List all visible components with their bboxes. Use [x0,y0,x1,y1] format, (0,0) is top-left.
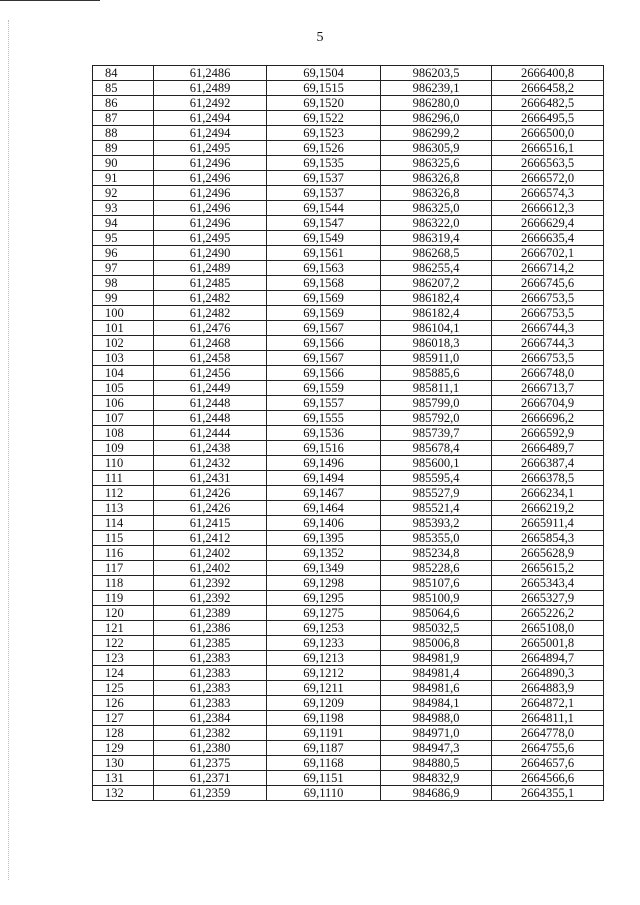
table-row [93,666,604,681]
longitude-cell: 69,1559 [267,381,381,396]
table-row [93,336,604,351]
longitude-cell: 69,1516 [267,441,381,456]
latitude-cell: 61,2482 [154,291,267,306]
point-number-cell: 88 [93,126,154,141]
y-coordinate-cell: 2666714,2 [492,261,604,276]
x-coordinate-cell: 985799,0 [381,396,492,411]
y-coordinate-cell: 2665226,2 [492,606,604,621]
latitude-cell: 61,2392 [154,576,267,591]
x-coordinate-cell: 985355,0 [381,531,492,546]
x-coordinate-cell: 986326,8 [381,186,492,201]
point-number-cell: 126 [93,696,154,711]
x-coordinate-cell: 985234,8 [381,546,492,561]
point-number-cell: 102 [93,336,154,351]
latitude-cell: 61,2492 [154,96,267,111]
y-coordinate-cell: 2666753,5 [492,351,604,366]
table-row [93,366,604,381]
longitude-cell: 69,1535 [267,156,381,171]
point-number-cell: 115 [93,531,154,546]
table-row [93,561,604,576]
point-number-cell: 89 [93,141,154,156]
table-row [93,456,604,471]
longitude-cell: 69,1233 [267,636,381,651]
table-row [93,651,604,666]
point-number-cell: 121 [93,621,154,636]
latitude-cell: 61,2490 [154,246,267,261]
latitude-cell: 61,2383 [154,696,267,711]
x-coordinate-cell: 986296,0 [381,111,492,126]
latitude-cell: 61,2468 [154,336,267,351]
point-number-cell: 109 [93,441,154,456]
y-coordinate-cell: 2665343,4 [492,576,604,591]
y-coordinate-cell: 2666748,0 [492,366,604,381]
longitude-cell: 69,1567 [267,321,381,336]
x-coordinate-cell: 985811,1 [381,381,492,396]
y-coordinate-cell: 2666744,3 [492,321,604,336]
y-coordinate-cell: 2665615,2 [492,561,604,576]
y-coordinate-cell: 2664883,9 [492,681,604,696]
point-number-cell: 118 [93,576,154,591]
point-number-cell: 119 [93,591,154,606]
longitude-cell: 69,1522 [267,111,381,126]
table-row [93,81,604,96]
x-coordinate-cell: 985228,6 [381,561,492,576]
point-number-cell: 116 [93,546,154,561]
latitude-cell: 61,2496 [154,156,267,171]
latitude-cell: 61,2496 [154,186,267,201]
point-number-cell: 128 [93,726,154,741]
y-coordinate-cell: 2666400,8 [492,66,604,81]
x-coordinate-cell: 986207,2 [381,276,492,291]
x-coordinate-cell: 985521,4 [381,501,492,516]
x-coordinate-cell: 986299,2 [381,126,492,141]
table-row [93,231,604,246]
point-number-cell: 112 [93,486,154,501]
y-coordinate-cell: 2666704,9 [492,396,604,411]
latitude-cell: 61,2476 [154,321,267,336]
longitude-cell: 69,1295 [267,591,381,606]
longitude-cell: 69,1523 [267,126,381,141]
x-coordinate-cell: 985678,4 [381,441,492,456]
point-number-cell: 111 [93,471,154,486]
point-number-cell: 85 [93,81,154,96]
point-number-cell: 101 [93,321,154,336]
y-coordinate-cell: 2665628,9 [492,546,604,561]
table-row [93,246,604,261]
longitude-cell: 69,1187 [267,741,381,756]
latitude-cell: 61,2431 [154,471,267,486]
table-row [93,696,604,711]
table-row [93,186,604,201]
longitude-cell: 69,1555 [267,411,381,426]
longitude-cell: 69,1191 [267,726,381,741]
x-coordinate-cell: 984981,9 [381,651,492,666]
longitude-cell: 69,1544 [267,201,381,216]
longitude-cell: 69,1211 [267,681,381,696]
table-row [93,111,604,126]
longitude-cell: 69,1213 [267,651,381,666]
y-coordinate-cell: 2666629,4 [492,216,604,231]
y-coordinate-cell: 2666489,7 [492,441,604,456]
point-number-cell: 131 [93,771,154,786]
longitude-cell: 69,1537 [267,186,381,201]
point-number-cell: 106 [93,396,154,411]
x-coordinate-cell: 984880,5 [381,756,492,771]
latitude-cell: 61,2496 [154,201,267,216]
y-coordinate-cell: 2666495,5 [492,111,604,126]
table-row [93,171,604,186]
y-coordinate-cell: 2666745,6 [492,276,604,291]
x-coordinate-cell: 985100,9 [381,591,492,606]
x-coordinate-cell: 984971,0 [381,726,492,741]
x-coordinate-cell: 985595,4 [381,471,492,486]
x-coordinate-cell: 984832,9 [381,771,492,786]
x-coordinate-cell: 986255,4 [381,261,492,276]
table-row [93,591,604,606]
latitude-cell: 61,2415 [154,516,267,531]
y-coordinate-cell: 2664755,6 [492,741,604,756]
point-number-cell: 124 [93,666,154,681]
y-coordinate-cell: 2666563,5 [492,156,604,171]
latitude-cell: 61,2448 [154,411,267,426]
longitude-cell: 69,1537 [267,171,381,186]
x-coordinate-cell: 986319,4 [381,231,492,246]
longitude-cell: 69,1566 [267,366,381,381]
longitude-cell: 69,1467 [267,486,381,501]
table-row [93,396,604,411]
y-coordinate-cell: 2665854,3 [492,531,604,546]
latitude-cell: 61,2449 [154,381,267,396]
point-number-cell: 97 [93,261,154,276]
point-number-cell: 110 [93,456,154,471]
point-number-cell: 91 [93,171,154,186]
longitude-cell: 69,1520 [267,96,381,111]
y-coordinate-cell: 2666219,2 [492,501,604,516]
table-row [93,516,604,531]
latitude-cell: 61,2380 [154,741,267,756]
y-coordinate-cell: 2666744,3 [492,336,604,351]
longitude-cell: 69,1212 [267,666,381,681]
y-coordinate-cell: 2665108,0 [492,621,604,636]
point-number-cell: 129 [93,741,154,756]
point-number-cell: 98 [93,276,154,291]
point-number-cell: 130 [93,756,154,771]
point-number-cell: 127 [93,711,154,726]
table-row [93,141,604,156]
latitude-cell: 61,2482 [154,306,267,321]
point-number-cell: 122 [93,636,154,651]
latitude-cell: 61,2426 [154,501,267,516]
x-coordinate-cell: 985393,2 [381,516,492,531]
table-row [93,441,604,456]
point-number-cell: 113 [93,501,154,516]
longitude-cell: 69,1275 [267,606,381,621]
y-coordinate-cell: 2666753,5 [492,291,604,306]
y-coordinate-cell: 2666387,4 [492,456,604,471]
latitude-cell: 61,2383 [154,681,267,696]
latitude-cell: 61,2496 [154,171,267,186]
table-row [93,156,604,171]
y-coordinate-cell: 2666516,1 [492,141,604,156]
table-row [93,321,604,336]
y-coordinate-cell: 2664778,0 [492,726,604,741]
latitude-cell: 61,2456 [154,366,267,381]
latitude-cell: 61,2385 [154,636,267,651]
y-coordinate-cell: 2666612,3 [492,201,604,216]
y-coordinate-cell: 2666378,5 [492,471,604,486]
latitude-cell: 61,2495 [154,141,267,156]
latitude-cell: 61,2495 [154,231,267,246]
x-coordinate-cell: 985600,1 [381,456,492,471]
longitude-cell: 69,1566 [267,336,381,351]
table-row [93,546,604,561]
latitude-cell: 61,2359 [154,786,267,801]
latitude-cell: 61,2444 [154,426,267,441]
point-number-cell: 123 [93,651,154,666]
x-coordinate-cell: 985911,0 [381,351,492,366]
point-number-cell: 117 [93,561,154,576]
x-coordinate-cell: 985739,7 [381,426,492,441]
x-coordinate-cell: 984981,6 [381,681,492,696]
longitude-cell: 69,1536 [267,426,381,441]
table-row [93,96,604,111]
x-coordinate-cell: 985527,9 [381,486,492,501]
binding-margin-line [8,20,9,880]
point-number-cell: 100 [93,306,154,321]
longitude-cell: 69,1253 [267,621,381,636]
y-coordinate-cell: 2664657,6 [492,756,604,771]
latitude-cell: 61,2402 [154,561,267,576]
latitude-cell: 61,2489 [154,261,267,276]
longitude-cell: 69,1547 [267,216,381,231]
table-row [93,786,604,801]
x-coordinate-cell: 985064,6 [381,606,492,621]
latitude-cell: 61,2438 [154,441,267,456]
point-number-cell: 96 [93,246,154,261]
table-row [93,66,604,81]
table-row [93,621,604,636]
table-row [93,606,604,621]
longitude-cell: 69,1110 [267,786,381,801]
longitude-cell: 69,1395 [267,531,381,546]
table-row [93,471,604,486]
x-coordinate-cell: 985032,5 [381,621,492,636]
point-number-cell: 99 [93,291,154,306]
point-number-cell: 87 [93,111,154,126]
point-number-cell: 105 [93,381,154,396]
point-number-cell: 120 [93,606,154,621]
longitude-cell: 69,1352 [267,546,381,561]
coordinates-table [92,65,604,801]
longitude-cell: 69,1569 [267,306,381,321]
x-coordinate-cell: 986268,5 [381,246,492,261]
latitude-cell: 61,2375 [154,756,267,771]
point-number-cell: 90 [93,156,154,171]
point-number-cell: 104 [93,366,154,381]
longitude-cell: 69,1561 [267,246,381,261]
x-coordinate-cell: 986325,6 [381,156,492,171]
longitude-cell: 69,1504 [267,66,381,81]
x-coordinate-cell: 984947,3 [381,741,492,756]
table-row [93,576,604,591]
longitude-cell: 69,1557 [267,396,381,411]
longitude-cell: 69,1569 [267,291,381,306]
y-coordinate-cell: 2666592,9 [492,426,604,441]
point-number-cell: 103 [93,351,154,366]
y-coordinate-cell: 2665911,4 [492,516,604,531]
point-number-cell: 84 [93,66,154,81]
x-coordinate-cell: 986305,9 [381,141,492,156]
table-row [93,636,604,651]
x-coordinate-cell: 986280,0 [381,96,492,111]
latitude-cell: 61,2485 [154,276,267,291]
y-coordinate-cell: 2665001,8 [492,636,604,651]
longitude-cell: 69,1568 [267,276,381,291]
y-coordinate-cell: 2664872,1 [492,696,604,711]
point-number-cell: 93 [93,201,154,216]
longitude-cell: 69,1526 [267,141,381,156]
longitude-cell: 69,1168 [267,756,381,771]
table-row [93,741,604,756]
table-row [93,261,604,276]
table-row [93,426,604,441]
latitude-cell: 61,2496 [154,216,267,231]
coordinates-table-body [93,66,604,801]
y-coordinate-cell: 2664811,1 [492,711,604,726]
latitude-cell: 61,2383 [154,651,267,666]
y-coordinate-cell: 2666500,0 [492,126,604,141]
latitude-cell: 61,2386 [154,621,267,636]
table-row [93,756,604,771]
point-number-cell: 132 [93,786,154,801]
latitude-cell: 61,2371 [154,771,267,786]
latitude-cell: 61,2426 [154,486,267,501]
point-number-cell: 95 [93,231,154,246]
table-row [93,291,604,306]
longitude-cell: 69,1563 [267,261,381,276]
x-coordinate-cell: 986326,8 [381,171,492,186]
longitude-cell: 69,1515 [267,81,381,96]
latitude-cell: 61,2389 [154,606,267,621]
x-coordinate-cell: 986322,0 [381,216,492,231]
x-coordinate-cell: 984984,1 [381,696,492,711]
table-row [93,681,604,696]
y-coordinate-cell: 2666458,2 [492,81,604,96]
table-row [93,771,604,786]
y-coordinate-cell: 2664894,7 [492,651,604,666]
table-row [93,306,604,321]
table-row [93,351,604,366]
x-coordinate-cell: 986325,0 [381,201,492,216]
longitude-cell: 69,1198 [267,711,381,726]
latitude-cell: 61,2458 [154,351,267,366]
y-coordinate-cell: 2666696,2 [492,411,604,426]
y-coordinate-cell: 2664355,1 [492,786,604,801]
table-row [93,381,604,396]
y-coordinate-cell: 2664890,3 [492,666,604,681]
point-number-cell: 86 [93,96,154,111]
x-coordinate-cell: 986182,4 [381,306,492,321]
point-number-cell: 114 [93,516,154,531]
latitude-cell: 61,2382 [154,726,267,741]
x-coordinate-cell: 985792,0 [381,411,492,426]
top-rule [0,0,100,1]
x-coordinate-cell: 985107,6 [381,576,492,591]
latitude-cell: 61,2384 [154,711,267,726]
x-coordinate-cell: 986239,1 [381,81,492,96]
table-row [93,411,604,426]
table-row [93,201,604,216]
longitude-cell: 69,1549 [267,231,381,246]
latitude-cell: 61,2494 [154,126,267,141]
table-row [93,126,604,141]
x-coordinate-cell: 984981,4 [381,666,492,681]
y-coordinate-cell: 2666753,5 [492,306,604,321]
y-coordinate-cell: 2666482,5 [492,96,604,111]
x-coordinate-cell: 986104,1 [381,321,492,336]
latitude-cell: 61,2402 [154,546,267,561]
latitude-cell: 61,2486 [154,66,267,81]
latitude-cell: 61,2448 [154,396,267,411]
y-coordinate-cell: 2666234,1 [492,486,604,501]
point-number-cell: 125 [93,681,154,696]
latitude-cell: 61,2412 [154,531,267,546]
longitude-cell: 69,1209 [267,696,381,711]
x-coordinate-cell: 986203,5 [381,66,492,81]
x-coordinate-cell: 986182,4 [381,291,492,306]
latitude-cell: 61,2432 [154,456,267,471]
point-number-cell: 94 [93,216,154,231]
y-coordinate-cell: 2666574,3 [492,186,604,201]
y-coordinate-cell: 2666713,7 [492,381,604,396]
page-number: 5 [316,30,324,45]
x-coordinate-cell: 986018,3 [381,336,492,351]
x-coordinate-cell: 985006,8 [381,636,492,651]
y-coordinate-cell: 2665327,9 [492,591,604,606]
point-number-cell: 92 [93,186,154,201]
latitude-cell: 61,2494 [154,111,267,126]
y-coordinate-cell: 2666572,0 [492,171,604,186]
point-number-cell: 108 [93,426,154,441]
y-coordinate-cell: 2666702,1 [492,246,604,261]
longitude-cell: 69,1349 [267,561,381,576]
latitude-cell: 61,2392 [154,591,267,606]
longitude-cell: 69,1151 [267,771,381,786]
y-coordinate-cell: 2666635,4 [492,231,604,246]
longitude-cell: 69,1298 [267,576,381,591]
table-row [93,531,604,546]
table-row [93,216,604,231]
x-coordinate-cell: 985885,6 [381,366,492,381]
y-coordinate-cell: 2664566,6 [492,771,604,786]
table-row [93,501,604,516]
latitude-cell: 61,2489 [154,81,267,96]
table-row [93,276,604,291]
table-row [93,711,604,726]
longitude-cell: 69,1494 [267,471,381,486]
table-row [93,726,604,741]
latitude-cell: 61,2383 [154,666,267,681]
longitude-cell: 69,1567 [267,351,381,366]
x-coordinate-cell: 984988,0 [381,711,492,726]
table-row [93,486,604,501]
point-number-cell: 107 [93,411,154,426]
longitude-cell: 69,1496 [267,456,381,471]
x-coordinate-cell: 984686,9 [381,786,492,801]
longitude-cell: 69,1464 [267,501,381,516]
longitude-cell: 69,1406 [267,516,381,531]
